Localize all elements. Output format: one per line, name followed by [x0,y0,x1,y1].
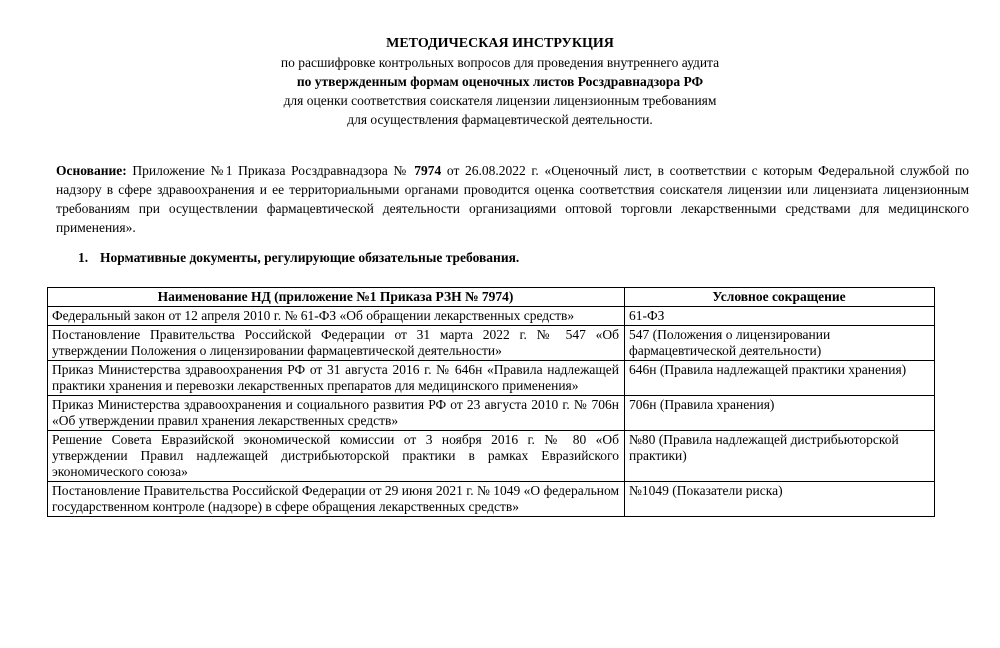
document-name-cell: Постановление Правительства Российской Федерации от 29 июня 2021 г. № 1049 «О федеральном государственном контроле (надзоре) в сфере обращения лекарственных средств» [48,482,625,517]
abbreviation-cell: 706н (Правила хранения) [625,396,935,431]
section-title: Нормативные документы, регулирующие обязательные требования. [100,250,520,265]
abbreviation-cell: 547 (Положения о лицензировании фармацевтической деятельности) [625,326,935,361]
document-name-cell: Постановление Правительства Российской Федерации от 31 марта 2022 г. № 547 «Об утверждении Положения о лицензировании фармацевтической деятельности» [48,326,625,361]
table-row [48,326,935,361]
table-row [48,396,935,431]
abbreviation-cell: №80 (Правила надлежащей дистрибьюторской практики) [625,431,935,482]
basis-label: Основание: [56,163,127,178]
table-row [48,361,935,396]
abbreviation-cell: 61-ФЗ [625,307,935,326]
header-line-3: по утвержденным формам оценочных листов Росздравнадзора РФ [296,74,704,89]
abbreviation-cell: 646н (Правила надлежащей практики хранения) [625,361,935,396]
table-row [48,431,935,482]
document-title: МЕТОДИЧЕСКАЯ ИНСТРУКЦИЯ [386,36,614,51]
document-name-cell: Приказ Министерства здравоохранения РФ от 31 августа 2016 г. № 646н «Правила надлежащей практики хранения и перевозки лекарственных препаратов для медицинского применения» [48,361,625,396]
basis-text-after: от 26.08.2022 г. «Оценочный лист, в соответствии с которым Федеральной службой по надзору в сфере здравоохранения и ее территориальными органами проводится оценка соответствия соискателя лицензии или лицензиата лицензионным требованиям при осуществлении фармацевтической деятельности организациями оптовой торговли лекарственными средствами для медицинского применения». [56,163,969,235]
section-heading [78,250,519,266]
basis-text-before: Приложение №1 Приказа Росздравнадзора № [126,163,415,178]
document-header [0,34,1000,129]
header-line-2: по расшифровке контрольных вопросов для проведения внутреннего аудита [280,55,720,70]
normative-documents-table [47,287,935,517]
header-document-name: Наименование НД (приложение №1 Приказа РЗН № 7974) [48,288,625,307]
basis-paragraph [56,161,969,237]
abbreviation-cell: №1049 (Показатели риска) [625,482,935,517]
table-header-row [48,288,935,307]
basis-order-number: 7974 [414,163,442,178]
header-line-4: для оценки соответствия соискателя лицензии лицензионным требованиям [283,93,717,108]
document-name-cell: Решение Совета Евразийской экономической комиссии от 3 ноября 2016 г. № 80 «Об утверждении Правил надлежащей дистрибьюторской практики в рамках Евразийского экономического союза» [48,431,625,482]
table-row [48,307,935,326]
section-number: 1. [78,250,89,265]
header-line-5: для осуществления фармацевтической деятельности. [347,112,653,127]
document-name-cell: Приказ Министерства здравоохранения и социального развития РФ от 23 августа 2010 г. № 706н «Об утверждении правил хранения лекарственных средств» [48,396,625,431]
header-abbreviation: Условное сокращение [625,288,935,307]
table-row [48,482,935,517]
document-name-cell: Федеральный закон от 12 апреля 2010 г. № 61-ФЗ «Об обращении лекарственных средств» [48,307,625,326]
